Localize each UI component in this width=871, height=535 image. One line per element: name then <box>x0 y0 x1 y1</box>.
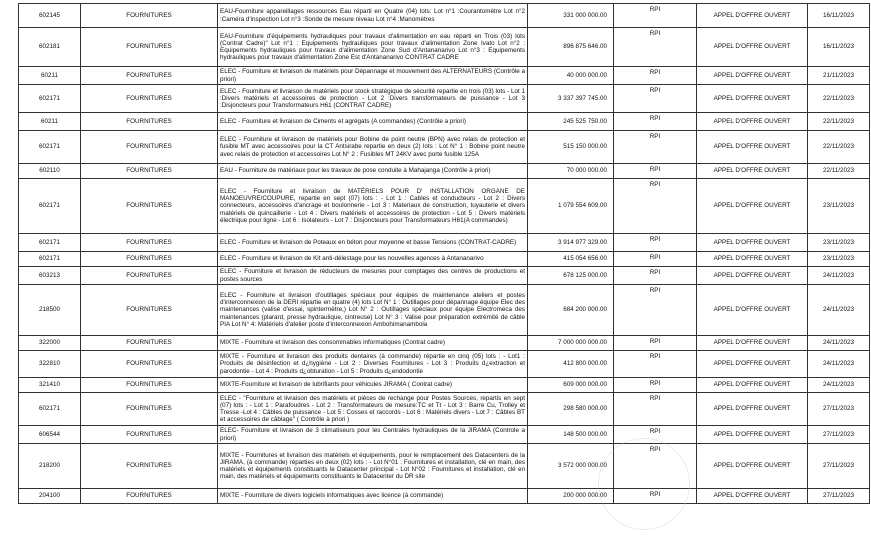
description-cell: MIXTE - Fourniture de divers logiciels informatiques avec licence (à commande) <box>218 489 528 504</box>
funding-source-cell: RPI <box>614 85 697 113</box>
funding-source-cell: RPI <box>614 444 697 489</box>
date-cell: 16/11/2023 <box>808 28 870 67</box>
date-cell: 24/11/2023 <box>808 336 870 351</box>
description-cell: ELEC - Fourniture et livraison de MATÉRIELS POUR D' INSTALLATION ORGANE DE MANOEUVRE/COUPURE, repartie en sept (07) lots : - Lot 1 : Cables et conducteurs - Lot 2 : Divers connecteurs, accessoires d'ancrage et boulonnerie - Lot 3 : Materiaux de construction, tuyauterie et divers matériels de quincaillerie - Lot 4 : Divers matériels et accessoires de protection - Lot 5 : Divers matériels électrique pour ligne - Lot 6 : Isolateurs - Lot 7 : Disjoncteurs pour Transformateurs H61(A commandes) <box>218 179 528 234</box>
funding-source-cell: RPI <box>614 4 697 28</box>
category-cell: FOURNITURES <box>81 131 218 164</box>
table-row <box>19 85 870 113</box>
procurement-mode-cell: APPEL D'OFFRE OUVERT <box>697 393 808 426</box>
table-row <box>19 67 870 85</box>
procurement-mode-cell: APPEL D'OFFRE OUVERT <box>697 234 808 252</box>
description-cell: MIXTE - Fournitures et livraison des matériels et équipements, pour le remplacement des Datacenters de la JIRAMA, (à commande) réparties en deux (02) lots : - Lot N°01 : Fournitures et installation, clé en main, des matériels et équipements constituants le Datacenter principal - Lot N°02 : Fournitures et installation, clé en main, des matériels et équipements constituants le Datacenter du DR site <box>218 444 528 489</box>
amount-cell: 412 800 000.00 <box>528 351 614 378</box>
procurement-mode-cell: APPEL D'OFFRE OUVERT <box>697 131 808 164</box>
category-cell: FOURNITURES <box>81 426 218 444</box>
amount-cell: 40 000 000.00 <box>528 67 614 85</box>
amount-cell: 298 580 000.00 <box>528 393 614 426</box>
amount-cell: 678 125 000.00 <box>528 267 614 285</box>
description-cell: ELEC - Fourniture et livraison de Poteaux en béton pour moyenne et basse Tensions (CONTRAT-CADRE) <box>218 234 528 252</box>
procurement-mode-cell: APPEL D'OFFRE OUVERT <box>697 252 808 267</box>
description-cell: ELEC - "Fourniture et livraison des matériels et pièces de rechange pour Postes Sources, repartis en sept (07) lots : - Lot 1 : Parafoudres - Lot 2 : Transformateurs de mesure:TC et Tt - Lot 3 : Barre Cu, Trolley et Tresse -Lot 4 : Câbles de puissance - Lot 5 : Cosses et raccords - Lot 6 : Matériels divers - Lot 7 : Câbles BT et accessoires de câblage" ( Contrôle à priori ) <box>218 393 528 426</box>
funding-source-cell: RPI <box>614 179 697 234</box>
procurement-mode-cell: APPEL D'OFFRE OUVERT <box>697 67 808 85</box>
category-cell: FOURNITURES <box>81 113 218 131</box>
table-row <box>19 336 870 351</box>
category-cell: FOURNITURES <box>81 67 218 85</box>
date-cell: 27/11/2023 <box>808 489 870 504</box>
category-cell: FOURNITURES <box>81 285 218 336</box>
description-cell: ELEC - Fourniture et livraison de matériels pour Dépannage et mouvement des ALTERNATEURS (Contrôle a priori) <box>218 67 528 85</box>
product-code-cell: 322810 <box>19 351 81 378</box>
date-cell: 22/11/2023 <box>808 85 870 113</box>
category-cell: FOURNITURES <box>81 179 218 234</box>
amount-cell: 70 000 000.00 <box>528 164 614 179</box>
amount-cell: 1 079 554 609.00 <box>528 179 614 234</box>
description-cell: EAU - Fourniture de matériaux pour les travaux de pose conduite à Mahajanga (Contrôle à priori) <box>218 164 528 179</box>
description-cell: ELEC- Fourniture et livraison de 3 climatiseurs pour les Centrales hydrauliques de la JIRAMA (Controle a priori) <box>218 426 528 444</box>
funding-source-cell: RPI <box>614 67 697 85</box>
amount-cell: 200 000 000.00 <box>528 489 614 504</box>
product-code-cell: 602171 <box>19 252 81 267</box>
funding-source-cell: RPI <box>614 234 697 252</box>
table-row <box>19 131 870 164</box>
table-row <box>19 393 870 426</box>
category-cell: FOURNITURES <box>81 4 218 28</box>
date-cell: 24/11/2023 <box>808 351 870 378</box>
product-code-cell: 60211 <box>19 67 81 85</box>
amount-cell: 415 054 656.00 <box>528 252 614 267</box>
description-cell: ELEC - Fourniture et livraison d'outillages spéciaux pour équipes de maintenance ateliers et postes d'interconnexion de la DERI répartie en quatre (4) lots Lot N° 1 : Outillages pour dépannage équipe Elec des maintenances (valise d'essai, spintermètre,) Lot N° 2 : Outillages spéciaux pour équipe Electromeca des maintenances (plarard, presse hydraulique, cintreuse) Lot N° 3 : Valise pour préparation extrémité de câble PIA Lot N° 4: Matériels d'atelier poste d'interconnexion Ambohimanambola <box>218 285 528 336</box>
procurement-mode-cell: APPEL D'OFFRE OUVERT <box>697 285 808 336</box>
category-cell: FOURNITURES <box>81 336 218 351</box>
funding-source-cell: RPI <box>614 131 697 164</box>
product-code-cell: 321410 <box>19 378 81 393</box>
procurement-mode-cell: APPEL D'OFFRE OUVERT <box>697 426 808 444</box>
procurement-mode-cell: APPEL D'OFFRE OUVERT <box>697 113 808 131</box>
table-row <box>19 113 870 131</box>
funding-source-cell: RPI <box>614 489 697 504</box>
category-cell: FOURNITURES <box>81 164 218 179</box>
date-cell: 24/11/2023 <box>808 378 870 393</box>
table-row <box>19 489 870 504</box>
funding-source-cell: RPI <box>614 426 697 444</box>
table-row <box>19 285 870 336</box>
procurement-mode-cell: APPEL D'OFFRE OUVERT <box>697 4 808 28</box>
table-row <box>19 4 870 28</box>
funding-source-cell: RPI <box>614 351 697 378</box>
procurement-table <box>18 3 870 504</box>
procurement-mode-cell: APPEL D'OFFRE OUVERT <box>697 28 808 67</box>
product-code-cell: 602171 <box>19 85 81 113</box>
product-code-cell: 602171 <box>19 234 81 252</box>
description-cell: ELEC - Fourniture et livraison de matériels pour Bobine de point neutre (BPN) avec relais de protection et fusible MT avec accessoires pour la CT Antsirabe repartie en deux (2) lots : Lot N° 1 : Bobine point neutre avec relais de protection et accessoires Lot N° 2 : Fusibles MT 24KV avec porte fusible 125A <box>218 131 528 164</box>
category-cell: FOURNITURES <box>81 351 218 378</box>
amount-cell: 331 000 000.00 <box>528 4 614 28</box>
table-row <box>19 28 870 67</box>
amount-cell: 609 000 000.00 <box>528 378 614 393</box>
procurement-mode-cell: APPEL D'OFFRE OUVERT <box>697 164 808 179</box>
funding-source-cell: RPI <box>614 267 697 285</box>
table-row <box>19 179 870 234</box>
product-code-cell: 322000 <box>19 336 81 351</box>
description-cell: MIXTE-Fourniture et livraison de lubrifiants pour véhicules JIRAMA ( Contrat cadre) <box>218 378 528 393</box>
amount-cell: 3 337 397 745.00 <box>528 85 614 113</box>
description-cell: EAU-Fourniture appareillages ressources Eau réparti en Quatre (04) lots: Lot n°1 :Courantomètre Lot n°2 :Caméra d'inspection Lot n°3 :Sonde de mesure niveau Lot n°4 :Manomètres <box>218 4 528 28</box>
amount-cell: 515 150 000.00 <box>528 131 614 164</box>
product-code-cell: 602171 <box>19 131 81 164</box>
funding-source-cell: RPI <box>614 28 697 67</box>
category-cell: FOURNITURES <box>81 28 218 67</box>
description-cell: ELEC - Fourniture et livraison de matériels pour stock stratégique de sécurité repartie en trois (03) lots - Lot 1 :Divers matériels et accessoires de protection - Lot 2 :Divers transformateurs de puissance - Lot 3 :Disjoncteurs pour Transformateurs H61 (CONTRAT CADRE) <box>218 85 528 113</box>
table-row <box>19 378 870 393</box>
date-cell: 22/11/2023 <box>808 164 870 179</box>
category-cell: FOURNITURES <box>81 444 218 489</box>
funding-source-cell: RPI <box>614 336 697 351</box>
description-cell: ELEC - Fourniture et livraison de Kit anti-délestage pour les nouvelles agences à Antananarivo <box>218 252 528 267</box>
funding-source-cell: RPI <box>614 164 697 179</box>
date-cell: 24/11/2023 <box>808 285 870 336</box>
table-row <box>19 267 870 285</box>
funding-source-cell: RPI <box>614 393 697 426</box>
date-cell: 23/11/2023 <box>808 179 870 234</box>
table-row <box>19 252 870 267</box>
description-cell: ELEC - Fourniture et livraison de réducteurs de mesures pour comptages des centres de productions et postes sources <box>218 267 528 285</box>
table-row <box>19 426 870 444</box>
date-cell: 23/11/2023 <box>808 252 870 267</box>
category-cell: FOURNITURES <box>81 378 218 393</box>
date-cell: 16/11/2023 <box>808 4 870 28</box>
table-row <box>19 164 870 179</box>
product-code-cell: 218500 <box>19 285 81 336</box>
product-code-cell: 602171 <box>19 393 81 426</box>
amount-cell: 7 000 000 000.00 <box>528 336 614 351</box>
procurement-mode-cell: APPEL D'OFFRE OUVERT <box>697 444 808 489</box>
product-code-cell: 60211 <box>19 113 81 131</box>
amount-cell: 684 200 000.00 <box>528 285 614 336</box>
table-row <box>19 444 870 489</box>
procurement-mode-cell: APPEL D'OFFRE OUVERT <box>697 267 808 285</box>
amount-cell: 3 572 000 000.00 <box>528 444 614 489</box>
product-code-cell: 602171 <box>19 179 81 234</box>
category-cell: FOURNITURES <box>81 267 218 285</box>
description-cell: EAU-Fourniture d'équipements hydrauliques pour travaux d'alimentation en eau réparti en Trois (03) lots (Contrat Cadre)" Lot n°1 : Equipements hydrauliques pour travaux d'alimentation Zone Ivato Lot n°2 : Equipements hydrauliques pour travaux d'alimentation Zone Sud d'Antananarivo Lot n°3 : Equipements hydrauliques pour travaux d'alimentation Zone Est d'Antananarivo CONTRAT CADRE <box>218 28 528 67</box>
product-code-cell: 602145 <box>19 4 81 28</box>
amount-cell: 3 914 977 329.00 <box>528 234 614 252</box>
description-cell: MIXTE - Fourniture et livraison des produits dentaires (à commande) répartie en cinq (05) lots : - Lot1 : Produits de désinfection et d¿hygiène - Lot 2 : Diverses Fournitures - Lot 3 : Produits d¿extraction et parodontie - Lot 4 : Produits d¿obturation - Lot 5 : Produits d¿endodontie <box>218 351 528 378</box>
funding-source-cell: RPI <box>614 113 697 131</box>
procurement-mode-cell: APPEL D'OFFRE OUVERT <box>697 179 808 234</box>
product-code-cell: 218200 <box>19 444 81 489</box>
table-row <box>19 234 870 252</box>
product-code-cell: 606544 <box>19 426 81 444</box>
funding-source-cell: RPI <box>614 378 697 393</box>
funding-source-cell: RPI <box>614 252 697 267</box>
procurement-mode-cell: APPEL D'OFFRE OUVERT <box>697 351 808 378</box>
table-row <box>19 351 870 378</box>
date-cell: 24/11/2023 <box>808 267 870 285</box>
date-cell: 22/11/2023 <box>808 113 870 131</box>
category-cell: FOURNITURES <box>81 234 218 252</box>
product-code-cell: 603213 <box>19 267 81 285</box>
amount-cell: 245 525 750.00 <box>528 113 614 131</box>
description-cell: ELEC - Fourniture et livraison de Ciments et agrégats (A commandes) (Contrôle a priori) <box>218 113 528 131</box>
product-code-cell: 602181 <box>19 28 81 67</box>
procurement-mode-cell: APPEL D'OFFRE OUVERT <box>697 85 808 113</box>
procurement-mode-cell: APPEL D'OFFRE OUVERT <box>697 378 808 393</box>
date-cell: 27/11/2023 <box>808 426 870 444</box>
date-cell: 23/11/2023 <box>808 234 870 252</box>
product-code-cell: 602110 <box>19 164 81 179</box>
category-cell: FOURNITURES <box>81 85 218 113</box>
table-body <box>19 4 870 504</box>
category-cell: FOURNITURES <box>81 489 218 504</box>
funding-source-cell: RPI <box>614 285 697 336</box>
amount-cell: 148 500 000.00 <box>528 426 614 444</box>
date-cell: 27/11/2023 <box>808 444 870 489</box>
category-cell: FOURNITURES <box>81 252 218 267</box>
date-cell: 21/11/2023 <box>808 67 870 85</box>
procurement-mode-cell: APPEL D'OFFRE OUVERT <box>697 336 808 351</box>
date-cell: 22/11/2023 <box>808 131 870 164</box>
amount-cell: 896 875 646.00 <box>528 28 614 67</box>
description-cell: MIXTE - Fourniture et livraison des consommables informatiques (Contrat cadre) <box>218 336 528 351</box>
product-code-cell: 204100 <box>19 489 81 504</box>
category-cell: FOURNITURES <box>81 393 218 426</box>
date-cell: 27/11/2023 <box>808 393 870 426</box>
procurement-mode-cell: APPEL D'OFFRE OUVERT <box>697 489 808 504</box>
